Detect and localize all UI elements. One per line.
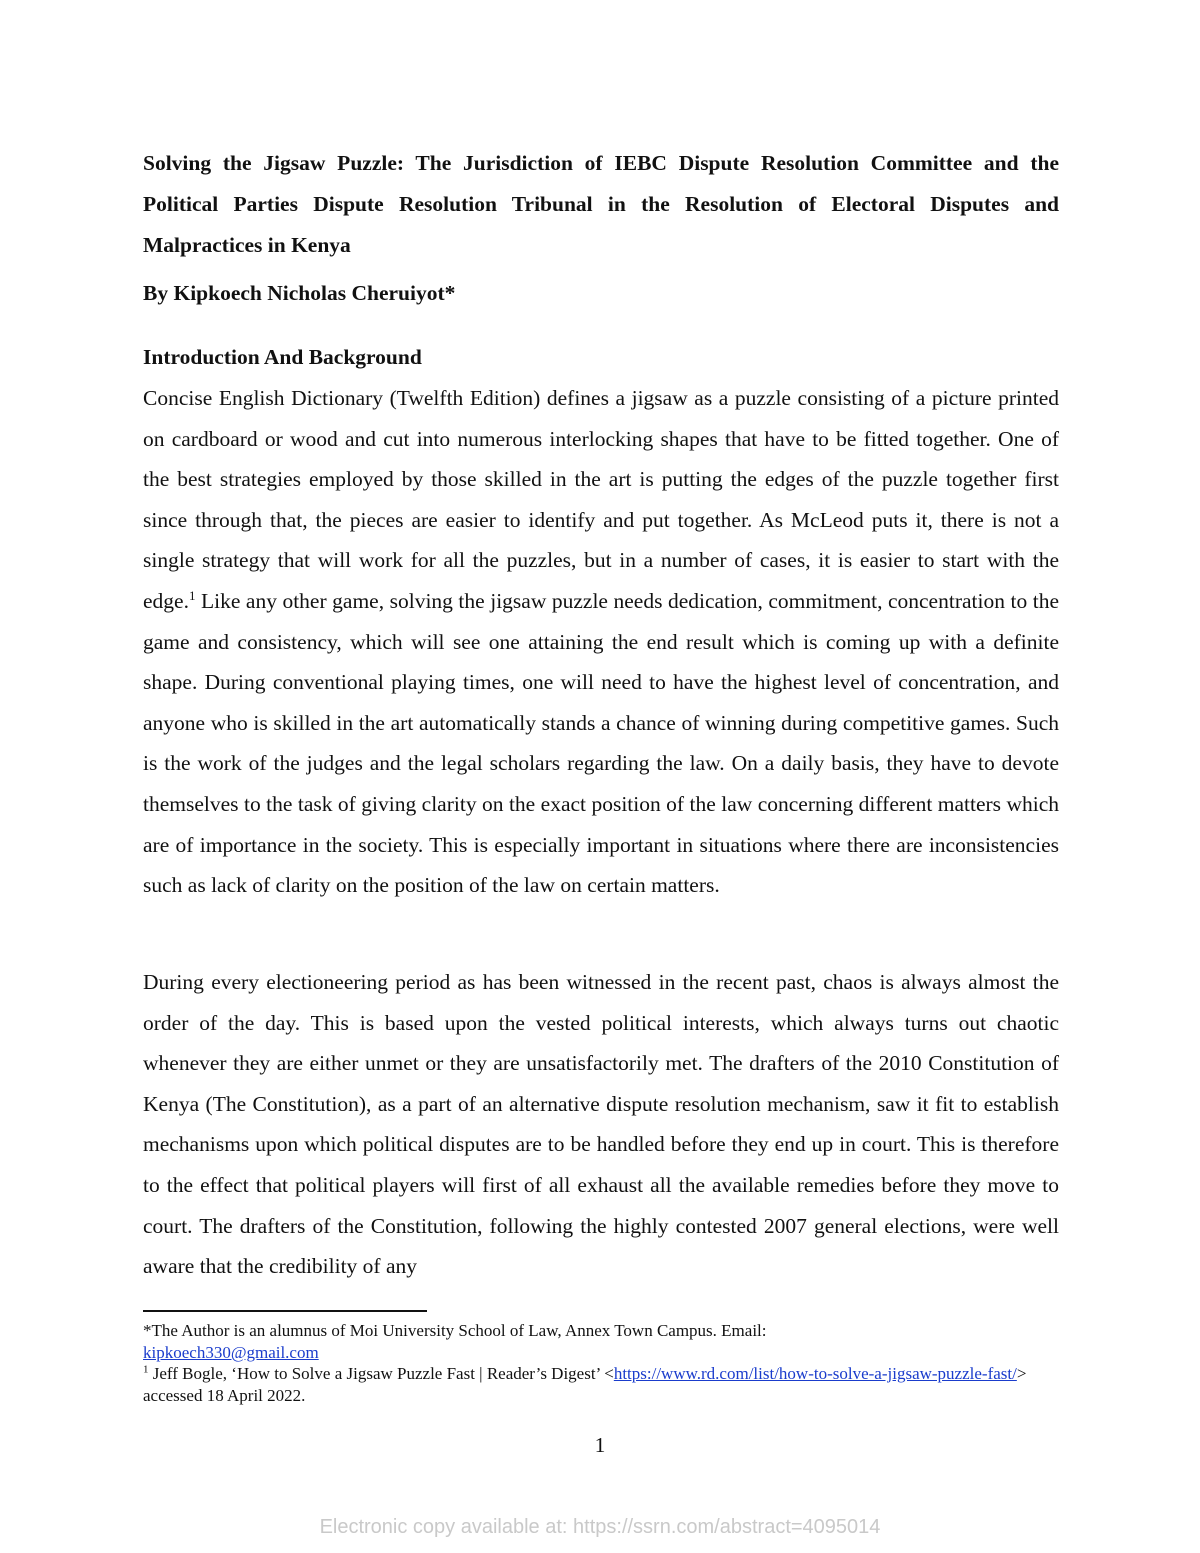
footnotes bbox=[143, 1320, 1059, 1406]
paragraph-1-text-b: Like any other game, solving the jigsaw puzzle needs dedication, commitment, concentration to the game and consistency, which will see one attaining the end result which is coming up with a definite shape. During conventional playing times, one will need to have the highest level of concentration, and anyone who is skilled in the art automatically stands a chance of winning during competitive games. Such is the work of the judges and the legal scholars regarding the law. On a daily basis, they have to devote themselves to the task of giving clarity on the exact position of the law concerning different matters which are of importance in the society. This is especially important in situations where there are inconsistencies such as lack of clarity on the position of the law on certain matters. bbox=[143, 588, 1059, 898]
footnote-1-url-link[interactable]: https://www.rd.com/list/how-to-solve-a-jigsaw-puzzle-fast/ bbox=[613, 1364, 1017, 1383]
section-heading: Introduction And Background bbox=[143, 345, 422, 369]
footnote-1 bbox=[143, 1363, 1059, 1406]
body-paragraph-2: During every electioneering period as has been witnessed in the recent past, chaos is always almost the order of the day. This is based upon the vested political interests, which always turns out chaotic whenever they are either unmet or they are unsatisfactorily met. The drafters of the 2010 Constitution of Kenya (The Constitution), as a part of an alternative dispute resolution mechanism, saw it fit to establish mechanisms upon which political disputes are to be handled before they end up in court. This is therefore to the effect that political players will first of all exhaust all the available remedies before they move to court. The drafters of the Constitution, following the highly contested 2007 general elections, were well aware that the credibility of any bbox=[143, 970, 1059, 1279]
paragraph-1-text-a: Concise English Dictionary (Twelfth Edition) defines a jigsaw as a puzzle consisting of a picture printed on cardboard or wood and cut into numerous interlocking shapes that have to be fitted together. One of the best strategies employed by those skilled in the art is putting the edges of the puzzle together first since through that, the pieces are easier to identify and put together. As McLeod puts it, there is not a single strategy that will work for all the puzzles, but in a number of cases, it is easier to start with the edge. bbox=[143, 386, 1059, 613]
author-email-link[interactable]: kipkoech330@gmail.com bbox=[143, 1342, 319, 1362]
paper-title: Solving the Jigsaw Puzzle: The Jurisdiction of IEBC Dispute Resolution Committee and the Political Parties Dispute Resolution Tribunal in the Resolution of Electoral Disputes and Malpractices in Kenya bbox=[143, 151, 1059, 257]
ssrn-watermark: Electronic copy available at: https://ssrn.com/abstract=4095014 bbox=[319, 1516, 881, 1538]
footnote-1-marker: 1 bbox=[143, 1363, 149, 1376]
footnote-author bbox=[143, 1320, 1059, 1363]
page-number: 1 bbox=[594, 1433, 606, 1457]
footnote-author-text: *The Author is an alumnus of Moi University School of Law, Annex Town Campus. Email: bbox=[143, 1321, 767, 1340]
body-paragraph-1 bbox=[143, 378, 1059, 906]
footnote-1-text-b: > accessed 18 April 2022. bbox=[143, 1364, 1027, 1405]
footnote-1-text-a: Jeff Bogle, ‘How to Solve a Jigsaw Puzzle Fast | Reader’s Digest’ < bbox=[148, 1364, 614, 1383]
footnote-separator bbox=[143, 1310, 427, 1312]
footnote-marker-1[interactable]: 1 bbox=[188, 587, 196, 603]
author-byline: By Kipkoech Nicholas Cheruiyot* bbox=[143, 281, 456, 305]
